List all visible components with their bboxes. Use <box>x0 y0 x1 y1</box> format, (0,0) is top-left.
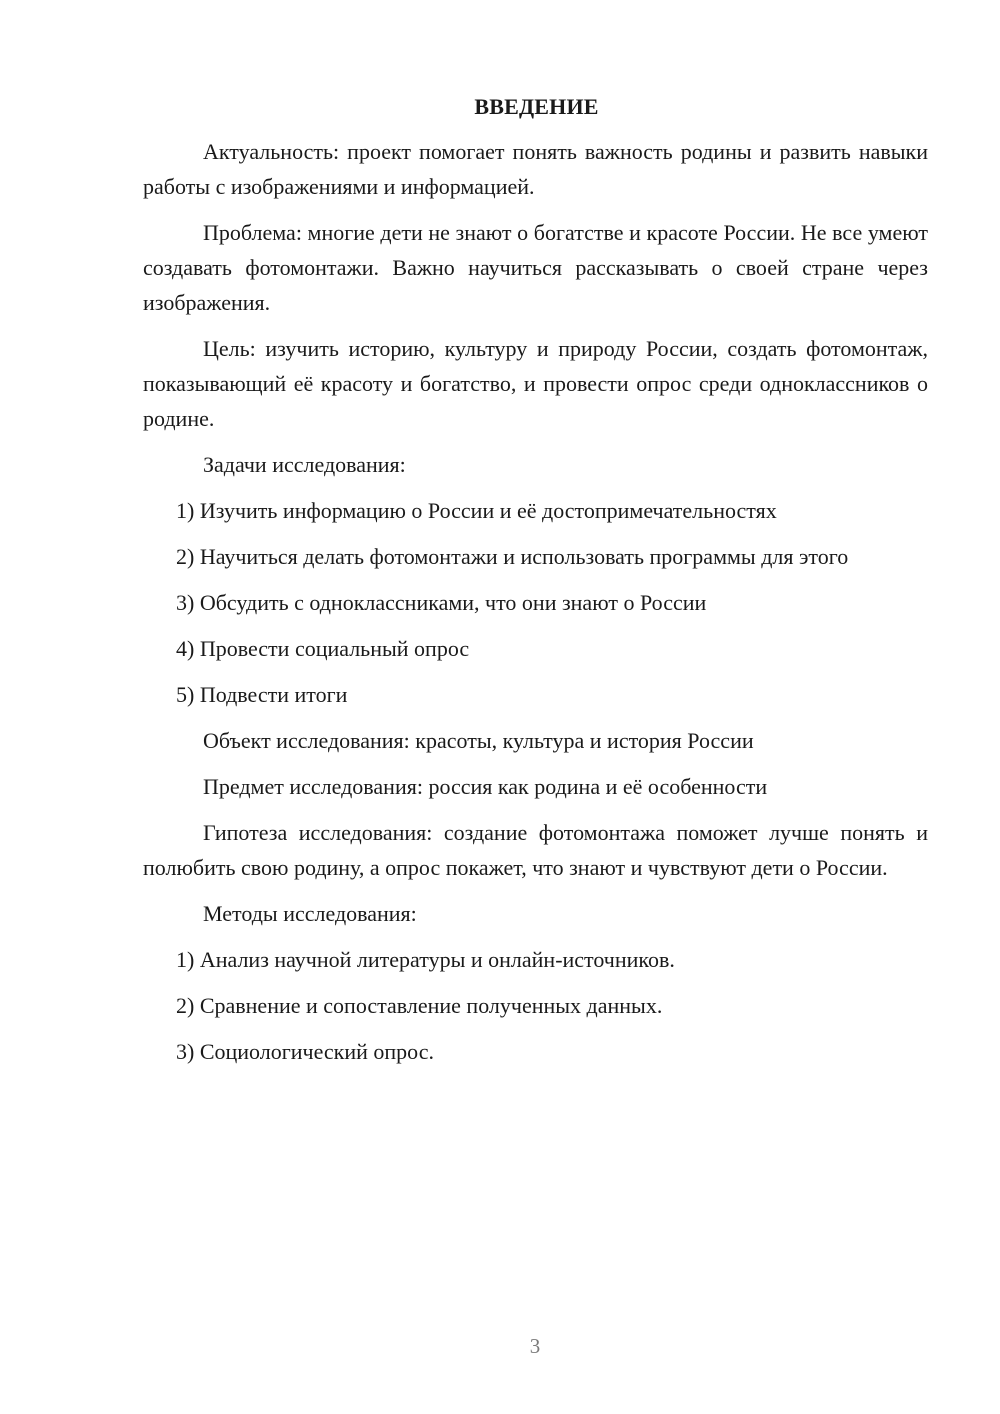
task-item: 3) Обсудить с одноклассниками, что они знают о России <box>176 590 707 615</box>
hypothesis-paragraph: Гипотеза исследования: создание фотомонтажа поможет лучше понять и полюбить свою родину, а опрос покажет, что знают и чувствуют дети о России. <box>143 820 928 880</box>
goal-paragraph: Цель: изучить историю, культуру и природу России, создать фотомонтаж, показывающий её красоту и богатство, и провести опрос среди одноклассников о родине. <box>143 336 928 431</box>
relevance-paragraph: Актуальность: проект помогает понять важность родины и развить навыки работы с изображениями и информацией. <box>143 139 928 199</box>
task-item: 5) Подвести итоги <box>176 682 348 707</box>
document-page <box>143 94 928 1080</box>
page-number: 3 <box>529 1334 541 1358</box>
task-item: 2) Научиться делать фотомонтажи и использовать программы для этого <box>176 544 849 569</box>
task-item: 1) Изучить информацию о России и её достопримечательностях <box>176 498 777 523</box>
method-item: 2) Сравнение и сопоставление полученных данных. <box>176 993 663 1018</box>
section-title: ВВЕДЕНИЕ <box>474 94 599 119</box>
tasks-heading: Задачи исследования: <box>203 452 406 477</box>
problem-paragraph: Проблема: многие дети не знают о богатстве и красоте России. Не все умеют создавать фотомонтажи. Важно научиться рассказывать о своей стране через изображения. <box>143 220 928 315</box>
method-item: 1) Анализ научной литературы и онлайн-источников. <box>176 947 675 972</box>
method-item: 3) Социологический опрос. <box>176 1039 434 1064</box>
object-paragraph: Объект исследования: красоты, культура и история России <box>203 728 754 753</box>
subject-paragraph: Предмет исследования: россия как родина и её особенности <box>203 774 768 799</box>
task-item: 4) Провести социальный опрос <box>176 636 470 661</box>
methods-heading: Методы исследования: <box>203 901 417 926</box>
